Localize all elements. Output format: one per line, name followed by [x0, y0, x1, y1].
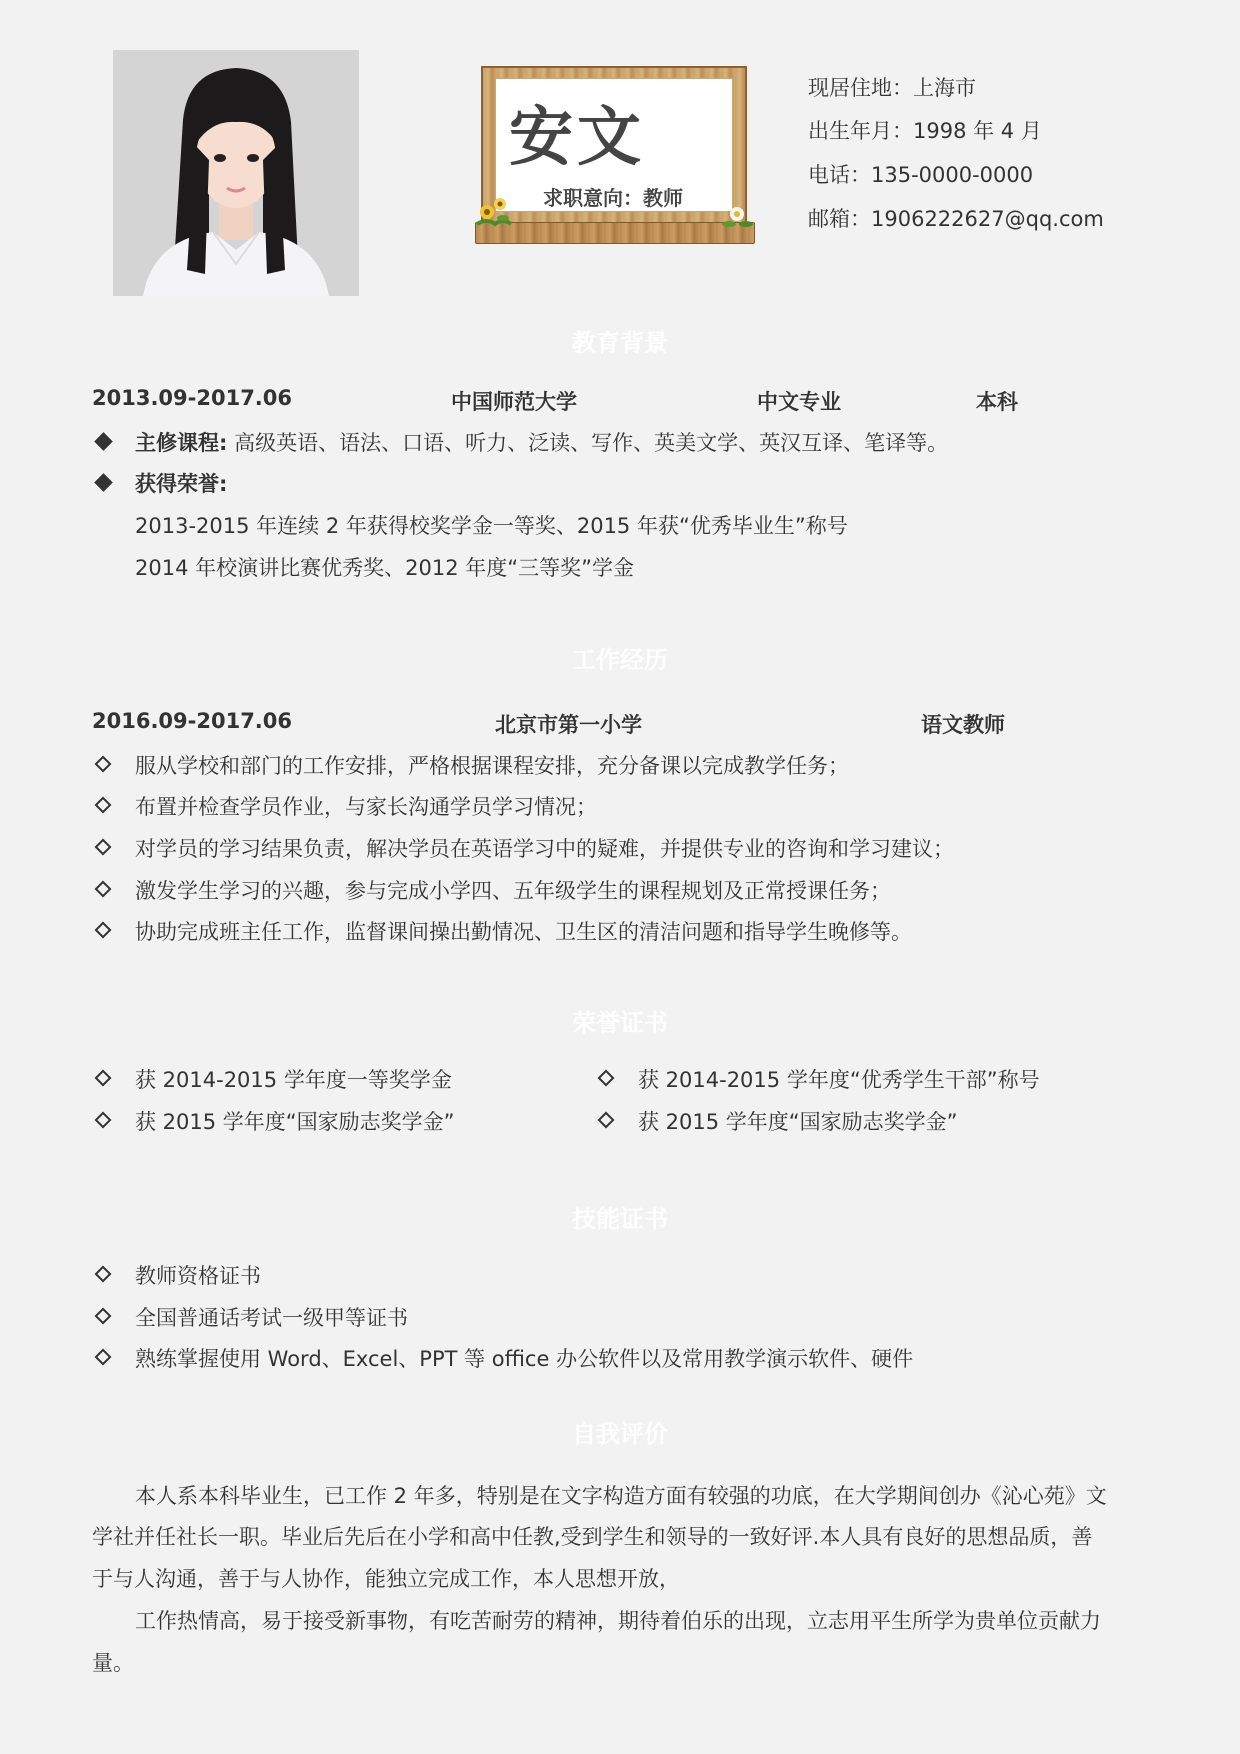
bullet-diamond-icon [598, 1112, 615, 1129]
edu-degree: 本科 [976, 390, 1018, 414]
award-item: 获 2015 学年度“国家励志奖学金” [638, 1110, 958, 1134]
work-position: 语文教师 [921, 713, 1005, 737]
self-eval-line: 本人系本科毕业生，已工作 2 年多，特别是在文字构造方面有较强的功底，在大学期间创办《沁心苑》文 [135, 1484, 1107, 1508]
work-item: 对学员的学习结果负责，解决学员在英语学习中的疑难，并提供专业的咨询和学习建议； [135, 837, 954, 861]
name-board [475, 66, 755, 244]
bullet-diamond-icon [95, 922, 112, 939]
edu-courses-label: 主修课程: [135, 431, 228, 455]
work-item: 布置并检查学员作业，与家长沟通学员学习情况； [135, 795, 597, 819]
edu-honors-label: 获得荣誉: [135, 472, 228, 496]
edu-honor-item: 2013-2015 年连续 2 年获得校奖学金一等奖、2015 年获“优秀毕业生”称号 [135, 514, 848, 538]
bullet-diamond-icon [94, 432, 112, 450]
wooden-plank [475, 222, 755, 244]
bullet-diamond-icon [95, 881, 112, 898]
work-item: 服从学校和部门的工作安排，严格根据课程安排，充分备课以完成教学任务； [135, 754, 849, 778]
bullet-diamond-icon [95, 797, 112, 814]
award-item: 获 2014-2015 学年度“优秀学生干部”称号 [638, 1068, 1040, 1092]
award-item: 获 2014-2015 学年度一等奖学金 [135, 1068, 452, 1092]
skill-item: 教师资格证书 [135, 1264, 261, 1288]
work-item: 协助完成班主任工作，监督课间操出勤情况、卫生区的清洁问题和指导学生晚修等。 [135, 920, 912, 944]
bullet-diamond-icon [95, 1266, 112, 1283]
bullet-diamond-icon [95, 839, 112, 856]
skill-item: 熟练掌握使用 Word、Excel、PPT 等 office 办公软件以及常用教学演示软件、硬件 [135, 1347, 914, 1371]
self-eval-line: 于与人沟通，善于与人协作，能独立完成工作，本人思想开放， [92, 1567, 680, 1591]
edu-honor-item: 2014 年校演讲比赛优秀奖、2012 年度“三等奖”学金 [135, 556, 634, 580]
flower-right-icon [721, 202, 755, 232]
skill-item: 全国普通话考试一级甲等证书 [135, 1306, 408, 1330]
job-intent: 求职意向：教师 [543, 186, 683, 210]
flower-left-icon [473, 190, 515, 230]
section-title-education: 教育背景 [572, 329, 668, 357]
edu-school: 中国师范大学 [451, 390, 577, 414]
bullet-diamond-icon [94, 473, 112, 491]
bullet-diamond-icon [95, 1308, 112, 1325]
info-birth: 出生年月：1998 年 4 月 [808, 119, 1042, 143]
self-eval-line: 学社并任社长一职。毕业后先后在小学和高中任教,受到学生和领导的一致好评.本人具有良好的思想品质，善 [92, 1525, 1093, 1549]
bullet-diamond-icon [598, 1070, 615, 1087]
section-title-awards: 荣誉证书 [572, 1009, 668, 1037]
info-email: 邮箱：1906222627@qq.com [808, 207, 1104, 231]
candidate-name: 安文 [509, 101, 645, 175]
self-eval-line: 量。 [92, 1651, 134, 1675]
edu-courses-line [135, 427, 948, 457]
bullet-diamond-icon [95, 1112, 112, 1129]
edu-date: 2013.09-2017.06 [92, 386, 293, 410]
info-phone: 电话：135-0000-0000 [808, 163, 1034, 187]
edu-major: 中文专业 [757, 390, 841, 414]
edu-courses: 高级英语、语法、口语、听力、泛读、写作、英美文学、英汉互译、笔译等。 [234, 431, 949, 455]
bullet-diamond-icon [95, 756, 112, 773]
section-title-work: 工作经历 [572, 646, 668, 674]
award-item: 获 2015 学年度“国家励志奖学金” [135, 1110, 455, 1134]
info-residence: 现居住地：上海市 [808, 76, 976, 100]
bullet-diamond-icon [95, 1349, 112, 1366]
section-title-self-eval: 自我评价 [572, 1420, 668, 1448]
bullet-diamond-icon [95, 1070, 112, 1087]
work-date: 2016.09-2017.06 [92, 709, 293, 733]
work-item: 激发学生学习的兴趣，参与完成小学四、五年级学生的课程规划及正常授课任务； [135, 879, 891, 903]
self-eval-line: 工作热情高，易于接受新事物，有吃苦耐劳的精神，期待着伯乐的出现，立志用平生所学为贵单位贡献力 [135, 1609, 1101, 1633]
profile-photo [113, 50, 359, 296]
section-title-skills: 技能证书 [572, 1205, 668, 1233]
work-company: 北京市第一小学 [495, 713, 642, 737]
